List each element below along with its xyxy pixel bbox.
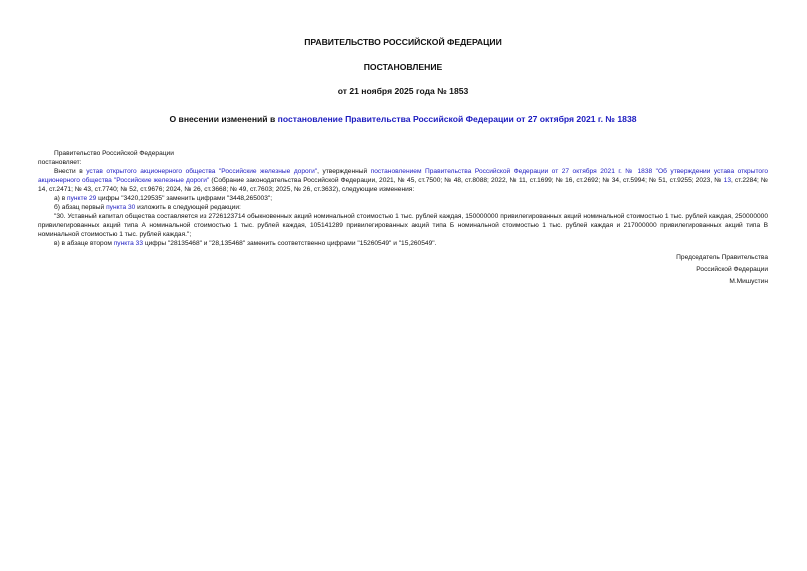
clause-33-link[interactable]: пункта 33 (113, 240, 143, 247)
charter-link[interactable]: устав открытого акционерного общества "Российские железные дороги" (86, 168, 318, 175)
text-span: (Собрание законодательства Российской Федерации, 2021, № 45, ст.7500; № 48, ст.8088; 2022, № 11, ст.1699; № 16, ст.2692; № 34, ст.5994; № 51, ст.9255; 2023, № (209, 177, 724, 184)
item-v (38, 239, 768, 248)
text-span: цифры "28135468" и "28,135468" заменить соответственно цифрами "15260549" и "15,260549". (142, 240, 437, 247)
text-span: в) в абзаце втором (54, 240, 114, 247)
item-a (38, 194, 768, 203)
item-b (38, 203, 768, 212)
intro-line-2: постановляет: (38, 159, 82, 166)
signature-position: Председатель Правительства (676, 254, 768, 261)
quoted-clause-30: "30. Уставный капитал общества составляется из 2726123714 обыкновенных акций номинальной стоимостью 1 тыс. рублей каждая, 150000000 привилегированных акций номинальной стоимостью 1 тыс. рублей каждая, 250000000 привилегированных акций типа А номинальной стоимостью 1 тыс. рублей каждая, 105141289 привилегированных акций типа Б номинальной стоимостью 1 тыс. рублей каждая и 217000000 привилегированных акций типа В номинальной стоимостью 1 тыс. рублей каждая."; (38, 213, 768, 238)
text-span: б) абзац первый (54, 204, 107, 211)
text-span: Внести в (54, 168, 87, 175)
document-body (38, 149, 768, 248)
document-date-number: от 21 ноября 2025 года № 1853 (337, 86, 469, 96)
resolution-link[interactable]: постановлением Правительства Российской Федерации от 27 октября 2021 г. № 1838 (370, 168, 653, 175)
title-amended-act-link[interactable]: постановление Правительства Российской Федерации от 27 октября 2021 г. № 1838 (277, 114, 637, 124)
title-prefix: О внесении изменений в (169, 114, 278, 124)
clause-29-link[interactable]: пункте 29 (67, 195, 97, 202)
intro-line-1: Правительство Российской Федерации (54, 150, 174, 157)
text-span: цифры "3420,129535" заменить цифрами "3448,265003"; (96, 195, 273, 202)
paragraph-main (38, 167, 768, 194)
signature-block (38, 252, 768, 288)
resolution-title-link[interactable]: "Об утверждении устава открытого акционерного общества "Российские железные дороги" (38, 168, 769, 184)
text-span: , утвержденный (317, 168, 371, 175)
document-type-heading: ПОСТАНОВЛЕНИЕ (363, 62, 443, 72)
text-span: , ст.2284; № 14, ст.2471; № 43, ст.7740; № 52, ст.9676; 2024, № 26, ст.3668; № 49, ст.7603; 2025, № 26, ст.3632), следующие изменения: (38, 177, 768, 193)
text-span: изложить в следующей редакции: (135, 204, 241, 211)
government-heading: ПРАВИТЕЛЬСТВО РОССИЙСКОЙ ФЕДЕРАЦИИ (304, 37, 502, 47)
document-title (38, 114, 768, 125)
collection-issue-link[interactable]: 13 (723, 177, 731, 184)
text-span: а) в (54, 195, 68, 202)
clause-30-link[interactable]: пункта 30 (106, 204, 136, 211)
signature-name: М.Мишустин (729, 278, 768, 285)
signature-organization: Российской Федерации (696, 266, 768, 273)
document (38, 34, 768, 288)
